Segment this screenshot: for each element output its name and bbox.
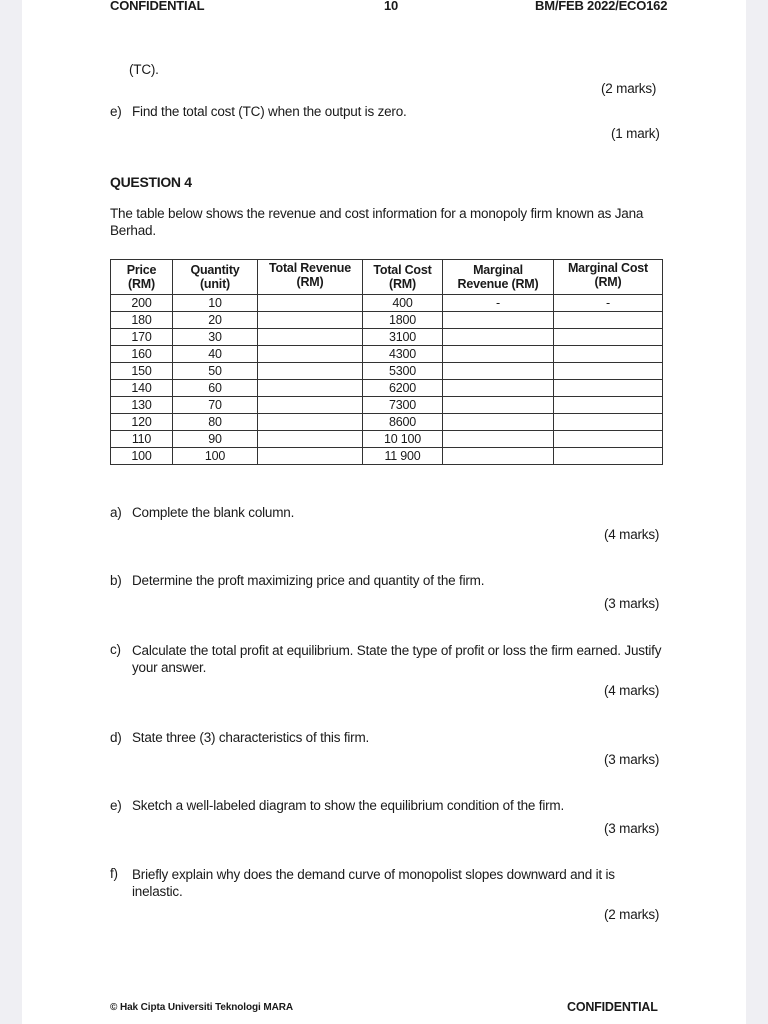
table-row <box>111 380 663 397</box>
prev-part-e-marks: (1 mark) <box>611 126 660 141</box>
table-cell: 30 <box>173 329 258 346</box>
table-row <box>111 448 663 465</box>
table-cell <box>443 397 554 414</box>
part-f-label: f) <box>110 866 118 881</box>
table-cell <box>258 448 363 465</box>
table-cell <box>443 312 554 329</box>
prev-part-e <box>110 104 407 119</box>
table-header-cell: Quantity (unit) <box>173 260 258 295</box>
table-header-cell: Marginal Cost (RM) <box>554 260 663 295</box>
table-cell: 90 <box>173 431 258 448</box>
table-cell: 60 <box>173 380 258 397</box>
part-b-label: b) <box>110 573 122 588</box>
table-cell: 120 <box>111 414 173 431</box>
part-a <box>110 505 294 520</box>
table-cell <box>554 448 663 465</box>
table-row <box>111 295 663 312</box>
part-d <box>110 730 369 745</box>
table-header-cell: Total Revenue (RM) <box>258 260 363 295</box>
part-d-text: State three (3) characteristics of this firm. <box>132 730 370 745</box>
part-d-label: d) <box>110 730 122 745</box>
table-row <box>111 312 663 329</box>
exam-page <box>22 0 746 1024</box>
table-cell <box>443 431 554 448</box>
table-header-row <box>111 260 663 295</box>
question-intro: The table below shows the revenue and cost information for a monopoly firm known as Jana Berhad. <box>110 206 644 238</box>
table-cell <box>443 329 554 346</box>
part-a-marks: (4 marks) <box>604 527 660 542</box>
table-cell: 150 <box>111 363 173 380</box>
part-a-text: Complete the blank column. <box>132 505 295 520</box>
table-cell: 10 100 <box>363 431 443 448</box>
prev-part-e-text: Find the total cost (TC) when the output is zero. <box>132 104 407 119</box>
table-cell: 70 <box>173 397 258 414</box>
table-cell: 180 <box>111 312 173 329</box>
footer-copyright: © Hak Cipta Universiti Teknologi MARA <box>110 1002 293 1013</box>
table-cell: 11 900 <box>363 448 443 465</box>
table-cell: 6200 <box>363 380 443 397</box>
table-cell: 50 <box>173 363 258 380</box>
table-cell <box>258 380 363 397</box>
table-row <box>111 346 663 363</box>
part-e-text: Sketch a well-labeled diagram to show the equilibrium condition of the firm. <box>132 798 565 813</box>
part-b-text: Determine the proft maximizing price and quantity of the firm. <box>132 573 485 588</box>
table-row <box>111 397 663 414</box>
part-a-label: a) <box>110 505 122 520</box>
table-cell: 20 <box>173 312 258 329</box>
part-c-text: Calculate the total profit at equilibrium. State the type of profit or loss the firm earned. Justify your answer. <box>132 643 662 675</box>
tc-continuation: (TC). <box>129 62 159 77</box>
table-cell: 1800 <box>363 312 443 329</box>
part-c-label: c) <box>110 642 121 657</box>
page-number: 10 <box>384 0 399 13</box>
part-f-marks: (2 marks) <box>604 907 660 922</box>
table-cell: 5300 <box>363 363 443 380</box>
tc-marks: (2 marks) <box>601 81 657 96</box>
part-f-text: Briefly explain why does the demand curve of monopolist slopes downward and it is inelastic. <box>132 867 615 899</box>
table-cell <box>443 414 554 431</box>
table-cell <box>554 431 663 448</box>
table-cell: 400 <box>363 295 443 312</box>
table-cell: 7300 <box>363 397 443 414</box>
table-cell: 140 <box>111 380 173 397</box>
part-c-marks: (4 marks) <box>604 683 660 698</box>
table-header-cell: Total Cost (RM) <box>363 260 443 295</box>
table-cell: 100 <box>173 448 258 465</box>
table-cell: 100 <box>111 448 173 465</box>
part-d-marks: (3 marks) <box>604 752 660 767</box>
part-e-label: e) <box>110 798 122 813</box>
table-cell <box>258 397 363 414</box>
table-row <box>111 363 663 380</box>
table-cell: - <box>443 295 554 312</box>
table-cell <box>554 397 663 414</box>
part-b <box>110 573 484 588</box>
part-f <box>110 866 662 900</box>
table-cell <box>554 380 663 397</box>
table-row <box>111 329 663 346</box>
table-cell <box>443 363 554 380</box>
part-e <box>110 798 564 813</box>
table-header-cell: Marginal Revenue (RM) <box>443 260 554 295</box>
table-cell: 3100 <box>363 329 443 346</box>
table-cell <box>258 431 363 448</box>
table-cell: 80 <box>173 414 258 431</box>
table-cell <box>554 329 663 346</box>
table-cell <box>258 414 363 431</box>
table-cell: 130 <box>111 397 173 414</box>
table-cell <box>258 295 363 312</box>
table-cell: 4300 <box>363 346 443 363</box>
part-c <box>110 642 662 676</box>
table-cell: 170 <box>111 329 173 346</box>
table-cell <box>443 380 554 397</box>
table-header-cell: Price (RM) <box>111 260 173 295</box>
part-e-marks: (3 marks) <box>604 821 660 836</box>
table-cell: - <box>554 295 663 312</box>
part-b-marks: (3 marks) <box>604 596 660 611</box>
table-cell <box>443 346 554 363</box>
table-cell <box>554 363 663 380</box>
course-code: BM/FEB 2022/ECO162 <box>535 0 668 13</box>
table-cell: 40 <box>173 346 258 363</box>
table-cell: 160 <box>111 346 173 363</box>
table-cell <box>258 312 363 329</box>
table-cell <box>258 346 363 363</box>
prev-part-e-label: e) <box>110 104 122 119</box>
table-cell <box>258 363 363 380</box>
table-cell <box>554 312 663 329</box>
header-confidential: CONFIDENTIAL <box>110 0 205 13</box>
table-row <box>111 431 663 448</box>
table-cell: 8600 <box>363 414 443 431</box>
question-title: QUESTION 4 <box>110 174 192 190</box>
footer-confidential: CONFIDENTIAL <box>567 1000 658 1014</box>
table-cell <box>443 448 554 465</box>
table-cell: 10 <box>173 295 258 312</box>
revenue-cost-table <box>110 259 663 465</box>
table-row <box>111 414 663 431</box>
table-cell: 110 <box>111 431 173 448</box>
table-cell <box>554 346 663 363</box>
table-cell <box>258 329 363 346</box>
table-cell: 200 <box>111 295 173 312</box>
table-cell <box>554 414 663 431</box>
